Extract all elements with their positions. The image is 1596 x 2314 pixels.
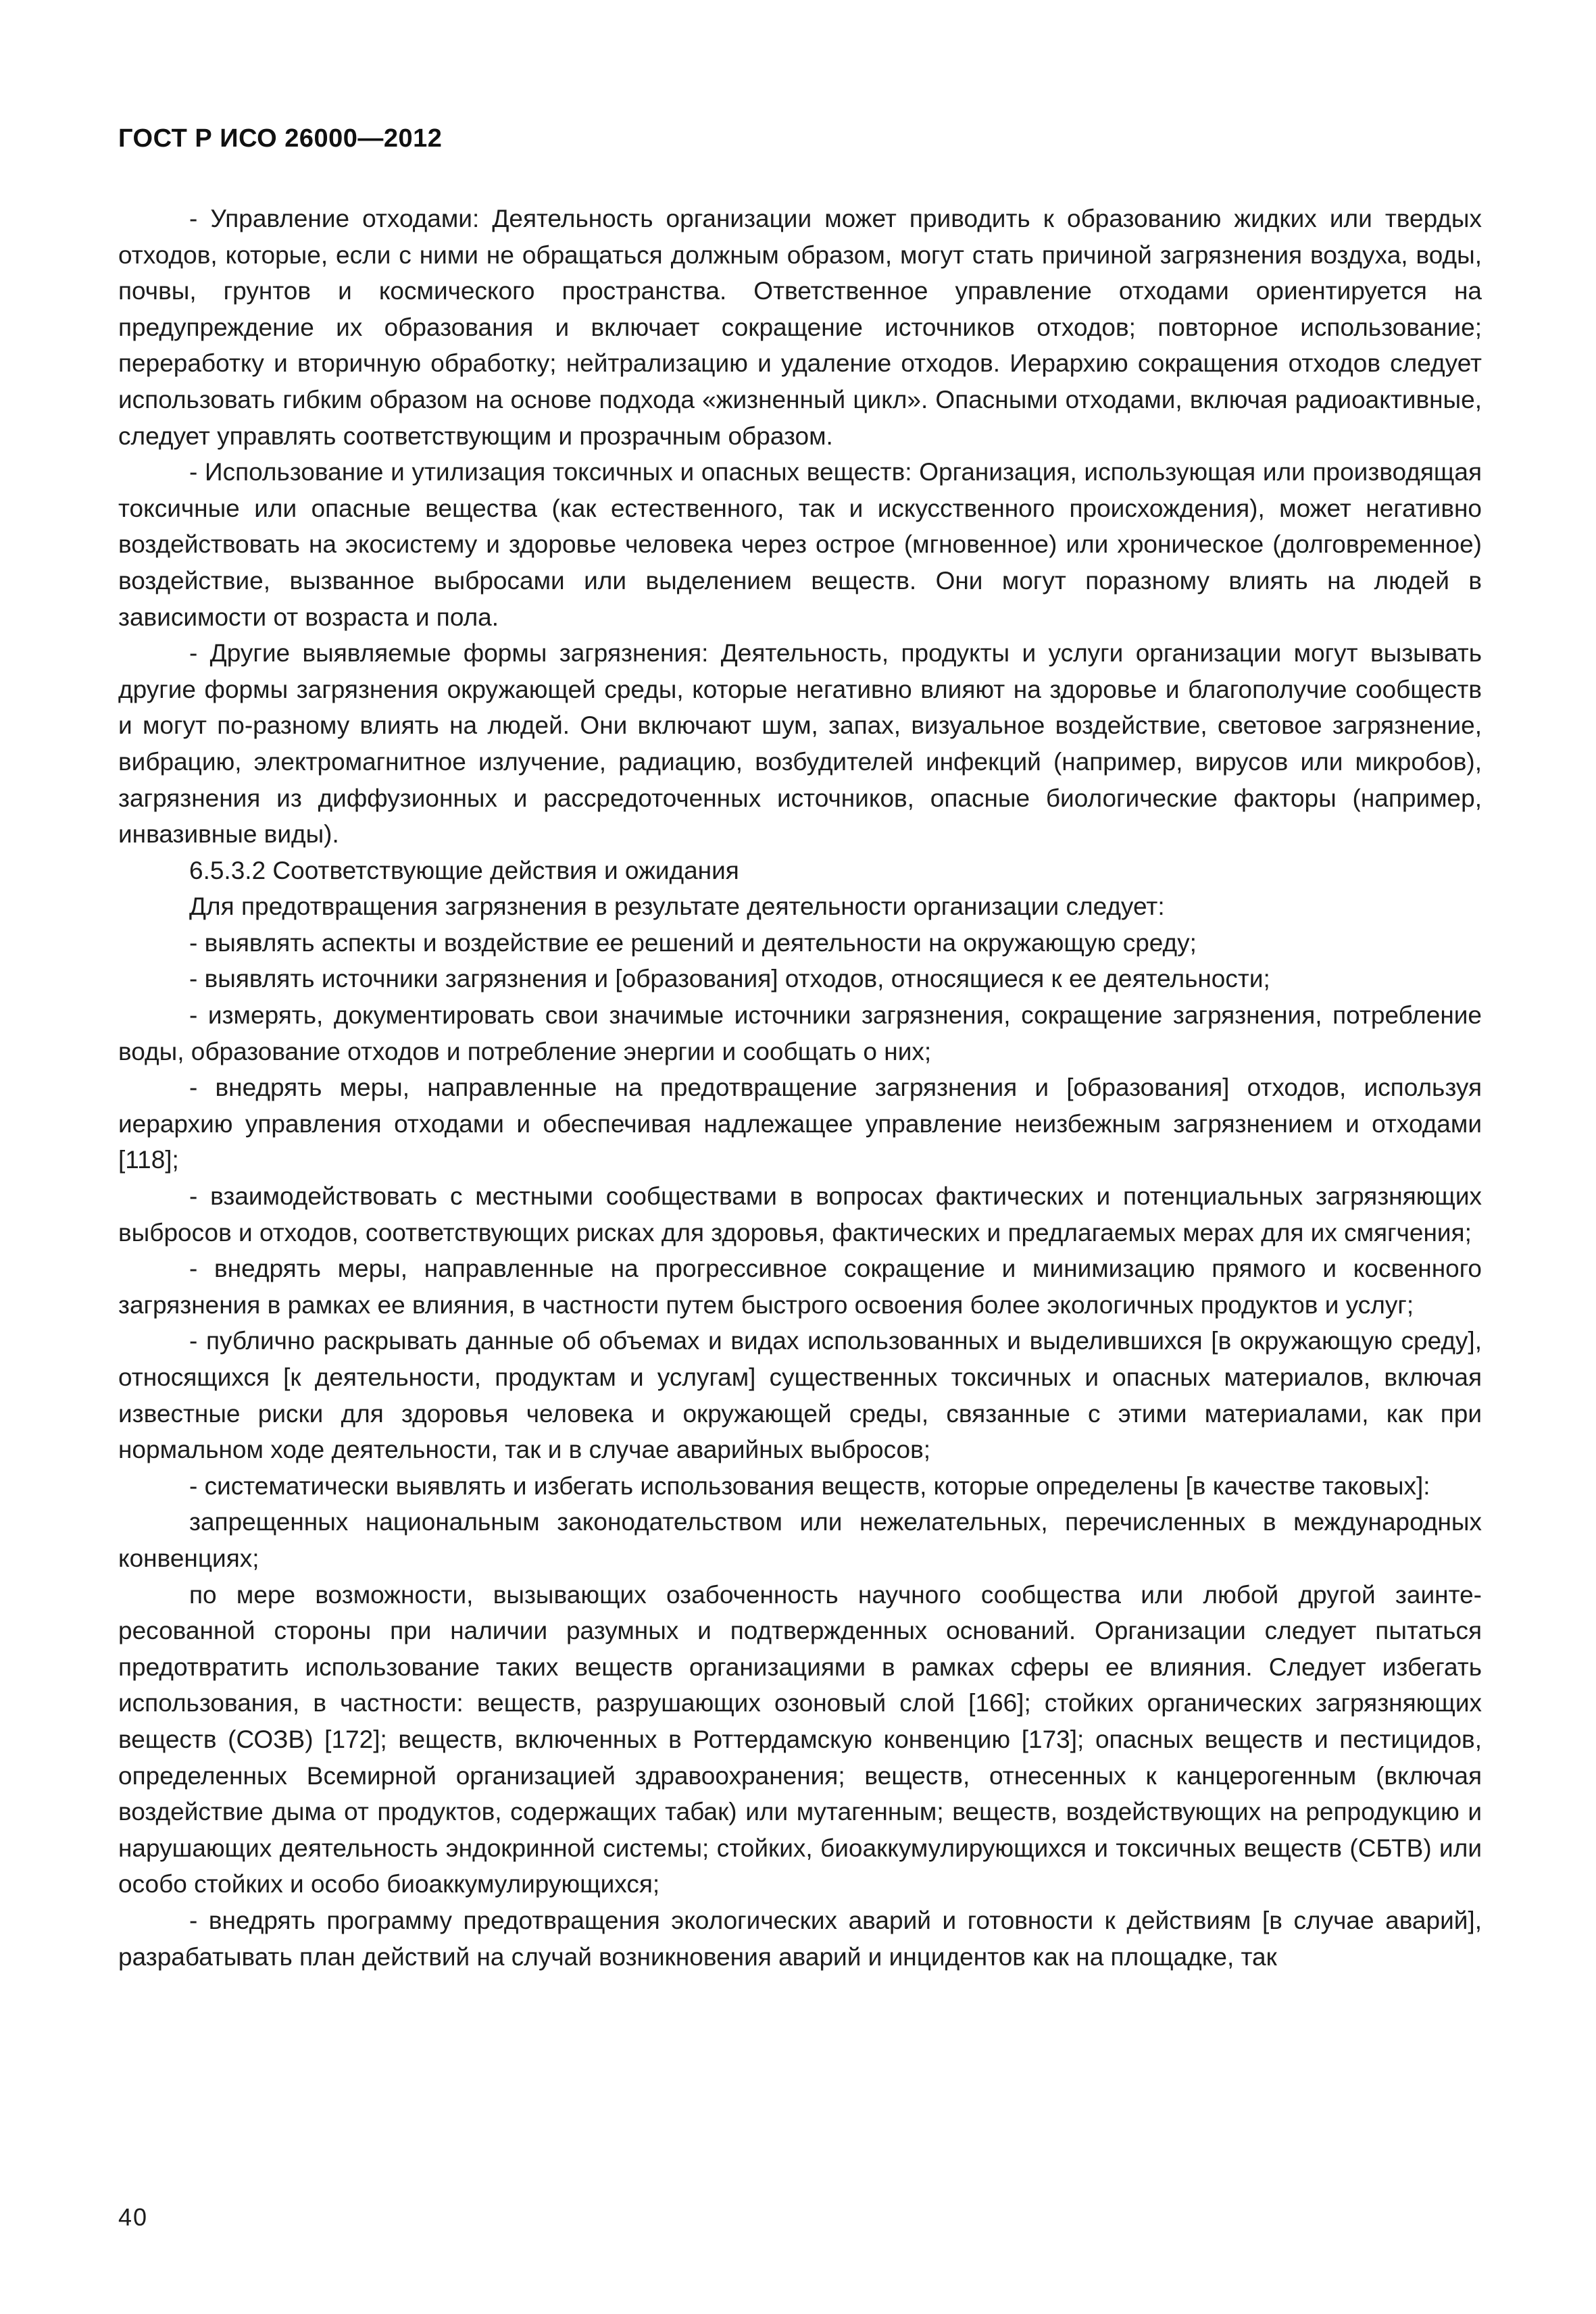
document-header: ГОСТ Р ИСО 26000—2012 bbox=[118, 124, 443, 153]
section-heading: 6.5.3.2 Соответствующие действия и ожидания bbox=[189, 856, 739, 884]
paragraph-waste-management: - Управление отходами: Деятельность организации может приводить к образованию жидких или твердых отходов, которые, если с ними не обращаться должным образом, могут стать причиной загрязнения воздуха, воды, почвы, грунтов и космического пространства. Ответственное управление отходами ориентируется на предупреждение их образования и включает сокращение источников отходов; повторное использование; переработку и вторичную обработку; нейтрализацию и удаление отходов. Иерархию сокращения отходов следует использовать гибким образом на основе подхода «жизненный цикл». Опасными отходами, включая радиоактивные, следует управлять соответствующим и прозрачным образом. bbox=[118, 205, 1482, 450]
document-body bbox=[118, 201, 1482, 1975]
sub-list-item: по мере возможности, вызывающих озабоченность научного сообщества или любой другой заинтересованной стороны при наличии разумных и подтвержденных оснований. Организации следует пытаться предотвратить использование таких веществ организациями в рамках сферы ее влияния. Следует избегать использования, в частности: веществ, разрушающих озоновый слой [166]; стойких органических загрязняющих веществ (СОЗВ) [172]; веществ, включенных в Роттердамскую конвенцию [173]; опасных веществ и пестицидов, определенных Всемирной организацией здравоохранения; веществ, отнесенных к канцерогенным (включая воздействие дыма от продуктов, содержащих табак) или мутагенным; веществ, воздействующих на репродукцию и нарушающих деятельность эндокринной системы; стойких, биоаккумулирующихся и токсичных веществ (СБТВ) или особо стойких и особо биоаккумулирующихся; bbox=[118, 1580, 1482, 1898]
list-item: - выявлять источники загрязнения и [образования] отходов, относящиеся к ее деятельности; bbox=[189, 965, 1270, 993]
paragraph-toxic-substances: - Использование и утилизация токсичных и опасных веществ: Организация, использующая или производящая токсичные или опасные вещества (как естественного, так и искусственного происхождения), может негативно воздействовать на экосистему и здоровье человека через острое (мгновенное) или хроническое (долговременное) воздействие, вызванное выбросами или выделением веществ. Они могут поразному влиять на людей в зависимости от возраста и пола. bbox=[118, 458, 1482, 631]
list-item: - выявлять аспекты и воздействие ее решений и деятельности на окружающую среду; bbox=[189, 928, 1197, 957]
list-item: - измерять, документировать свои значимые источники загрязнения, сокращение загрязнения, потребление воды, образование отходов и потребление энергии и сообщать о них; bbox=[118, 1001, 1482, 1065]
list-item: - публично раскрывать данные об объемах и видах использованных и выделившихся [в окружающую среду], относящихся [к деятельности, продуктам и услугам] существенных токсичных и опасных материалов, включая известные риски для здоровья человека и окружающей среды, связанные с этими материалами, как при нормальном ходе деятельности, так и в случае аварийных выбросов; bbox=[118, 1327, 1482, 1464]
list-item: - систематически выявлять и избегать использования веществ, которые определены [в качестве таковых]: bbox=[189, 1472, 1430, 1500]
list-item: - внедрять программу предотвращения экологических аварий и готовности к действиям [в случае аварий], разрабатывать план действий на случай возникновения аварий и инцидентов как на площадке, так bbox=[118, 1906, 1482, 1971]
sub-list-item: запрещенных национальным законодательством или нежелательных, перечисленных в международных конвенциях; bbox=[118, 1508, 1482, 1572]
list-item: - внедрять меры, направленные на прогрессивное сокращение и минимизацию прямого и косвенного загрязнения в рамках ее влияния, в частности путем быстрого освоения более экологичных продуктов и услуг; bbox=[118, 1255, 1482, 1319]
page-number: 40 bbox=[118, 2203, 149, 2231]
paragraph-intro: Для предотвращения загрязнения в результате деятельности организации следует: bbox=[189, 892, 1165, 921]
list-item: - внедрять меры, направленные на предотвращение загрязнения и [образования] отходов, используя иерархию управления отходами и обеспечивая надлежащее управление неизбежным загрязнением и отходами [118]; bbox=[118, 1074, 1482, 1174]
paragraph-other-pollution: - Другие выявляемые формы загрязнения: Деятельность, продукты и услуги организации могут вызывать другие формы загрязнения окружающей среды, которые негативно влияют на здоровье и благополучие сообществ и могут по-разному влиять на людей. Они включают шум, запах, визуальное воздействие, световое загрязнение, вибрацию, электромагнитное излучение, радиацию, возбудителей инфекций (например, вирусов или микробов), загрязнения из диффузионных и рассредоточенных источников, опасные биологические факторы (например, инвазивные виды). bbox=[118, 639, 1482, 849]
list-item: - взаимодействовать с местными сообществами в вопросах фактических и потенциальных загрязняющих выбросов и отходов, соответствующих рисках для здоровья, фактических и предлагаемых мерах для их смягчения; bbox=[118, 1182, 1482, 1247]
